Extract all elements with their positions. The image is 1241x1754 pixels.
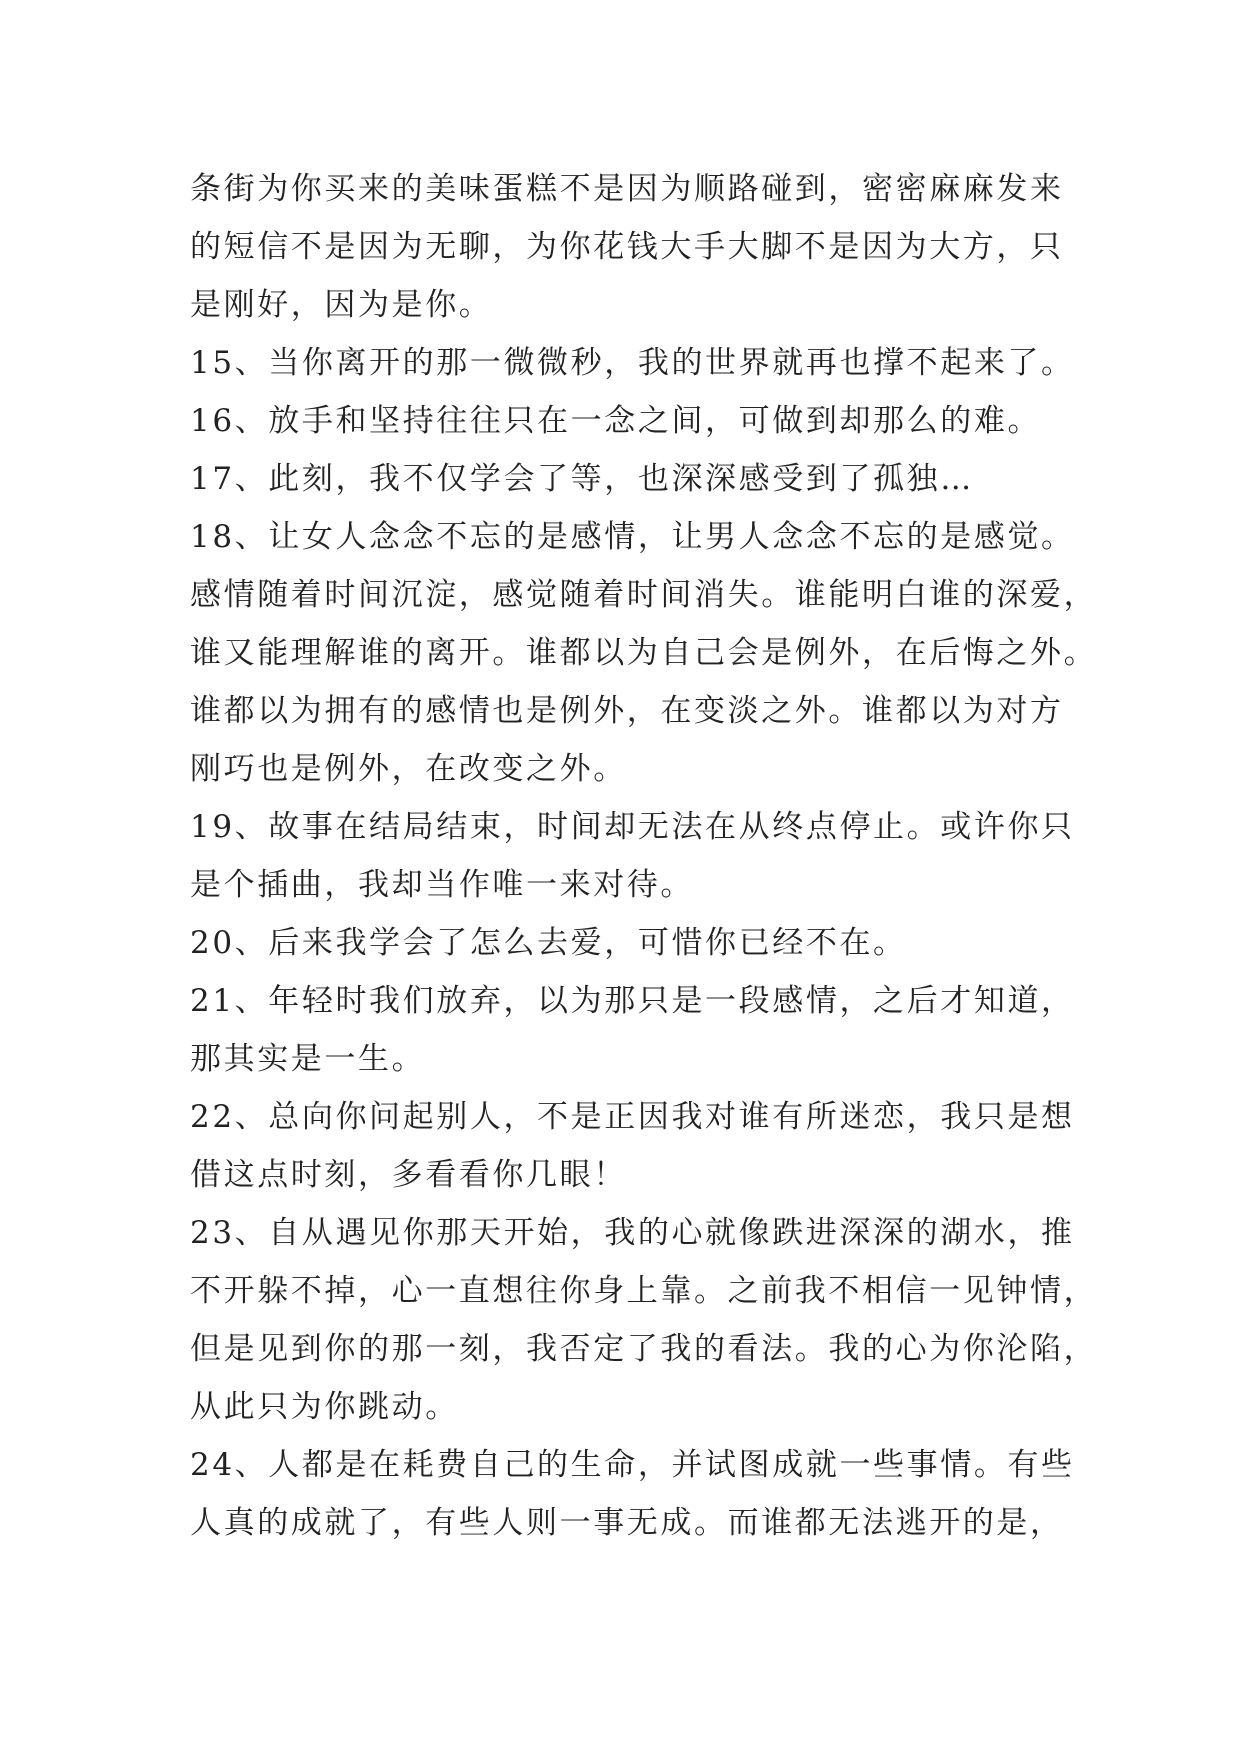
text-line: 从此只为你跳动。 — [190, 1389, 459, 1425]
text-line: 谁都以为拥有的感情也是例外，在变淡之外。谁都以为对方 — [190, 693, 1064, 729]
text-line: 19、故事在结局结束，时间却无法在从终点停止。或许你只 — [190, 809, 1075, 845]
text-line: 刚巧也是例外，在改变之外。 — [190, 751, 627, 787]
text-line: 的短信不是因为无聊，为你花钱大手大脚不是因为大方，只 — [190, 229, 1064, 265]
text-line: 21、年轻时我们放弃，以为那只是一段感情，之后才知道， — [190, 983, 1075, 1019]
text-line: 16、放手和坚持往往只在一念之间，可做到却那么的难。 — [190, 403, 1042, 439]
text-line: 24、人都是在耗费自己的生命，并试图成就一些事情。有些 — [190, 1447, 1075, 1483]
text-line: 22、总向你问起别人，不是正因我对谁有所迷恋，我只是想 — [190, 1099, 1075, 1135]
document-body — [190, 160, 1098, 1552]
text-line: 但是见到你的那一刻，我否定了我的看法。我的心为你沦陷， — [190, 1331, 1098, 1367]
text-line: 谁又能理解谁的离开。谁都以为自己会是例外，在后悔之外。 — [190, 635, 1098, 671]
text-line: 人真的成就了，有些人则一事无成。而谁都无法逃开的是， — [190, 1505, 1064, 1541]
text-line: 18、让女人念念不忘的是感情，让男人念念不忘的是感觉。 — [190, 519, 1075, 555]
text-line: 感情随着时间沉淀，感觉随着时间消失。谁能明白谁的深爱， — [190, 577, 1098, 613]
text-line: 20、后来我学会了怎么去爱，可惜你已经不在。 — [190, 925, 907, 961]
text-line: 17、此刻，我不仅学会了等，也深深感受到了孤独… — [190, 461, 974, 497]
text-line: 不开躲不掉，心一直想往你身上靠。之前我不相信一见钟情， — [190, 1273, 1098, 1309]
text-line: 23、自从遇见你那天开始，我的心就像跌进深深的湖水，推 — [190, 1215, 1075, 1251]
text-line: 条街为你买来的美味蛋糕不是因为顺路碰到，密密麻麻发来 — [190, 171, 1064, 207]
text-line: 是个插曲，我却当作唯一来对待。 — [190, 867, 694, 903]
text-line: 是刚好，因为是你。 — [190, 287, 493, 323]
text-line: 借这点时刻，多看看你几眼！ — [190, 1157, 627, 1193]
text-line: 那其实是一生。 — [190, 1041, 426, 1077]
text-line: 15、当你离开的那一微微秒，我的世界就再也撑不起来了。 — [190, 345, 1075, 381]
